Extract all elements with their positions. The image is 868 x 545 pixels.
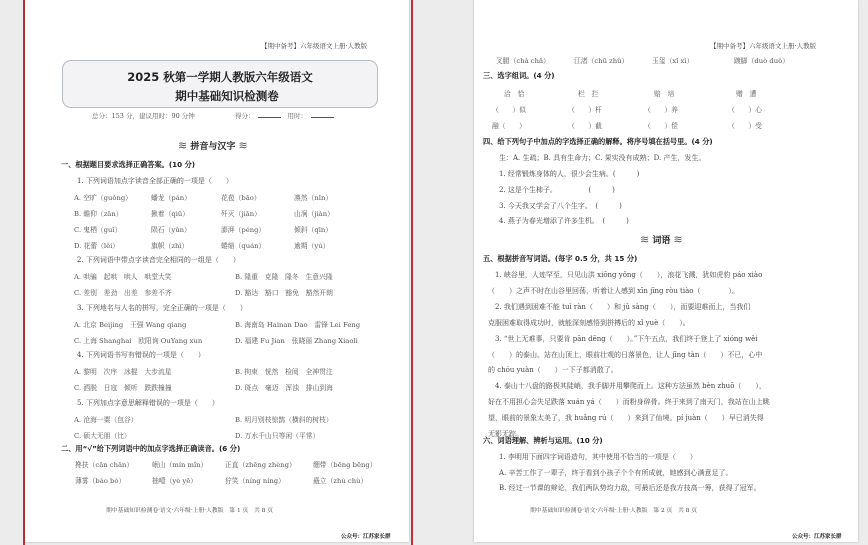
- section-banner-words: [640, 233, 683, 246]
- option-cell: 澎湃（péng）: [221, 226, 266, 234]
- section-3-title: 三、选字组词。(4 分): [483, 71, 555, 80]
- option-cell: D. 福建 Fu Jian 张晓丽 Zhang Xiaoli: [235, 337, 358, 345]
- option-cell: 薄雾（báo bó）: [75, 477, 126, 485]
- section-banner-pinyin: [178, 139, 248, 152]
- fill-blank: （ ）截: [568, 122, 602, 130]
- option-cell: A. 北京 Beijing 王强 Wang qiang: [74, 321, 187, 329]
- option-cell: C. 差别 差劲 出差 参差不齐: [74, 289, 172, 297]
- section-4-intro: 生：A. 生疏；B. 具有生命力；C. 果实没有成熟；D. 产生，发生。: [499, 154, 706, 162]
- option-cell: 歼灭（jiān）: [221, 210, 261, 218]
- option-cell: 正直（zhēng zhèng）: [225, 461, 296, 469]
- option-cell: C. 硕大无朋（比）: [74, 432, 131, 440]
- option-cell: C. 上海 Shanghai 欧阳询 OuYang xun: [74, 337, 203, 345]
- option-cell: B. 瞻仰（zān）: [74, 210, 123, 218]
- option-cell: A. 哄骗 起哄 哄人 哄堂大笑: [74, 273, 172, 281]
- question-1-stem: 1. 下列词语加点字读音全部正确的一项是（ ）: [77, 177, 233, 185]
- score-blank: [258, 117, 281, 118]
- banner-label: 词语: [652, 236, 671, 246]
- page-header: 【期中备考】六年级语文上册·人教版: [261, 42, 368, 50]
- selection-border-right: [411, 0, 413, 545]
- total-score-info: 总分：153 分，建议用时：90 分钟: [92, 112, 195, 120]
- char-pair: 赠 遭: [736, 90, 757, 98]
- list-item: 2. 这是个生柿子。 ( ): [499, 186, 615, 194]
- section-5-title: 五、根据拼音写词语。(每字 0.5 分，共 15 分): [483, 254, 638, 263]
- section-2-title: 二、用“√”给下列词语中的加点字选择正确读音。(6 分): [61, 444, 241, 453]
- option-cell: 花苞（bāo）: [221, 194, 261, 202]
- option-cell: 旗帜（zhì）: [151, 242, 189, 250]
- option-cell: D. 万水千山只等闲（平常）: [235, 432, 320, 440]
- list-item: 1. 经常锻炼身体的人，很少会生病。( ): [499, 170, 640, 178]
- option-line: A. 辛苦工作了一辈子，终于看到小孩子个个有所成就，她感到心满意足了。: [499, 469, 733, 477]
- char-pair: 栏 拦: [578, 90, 599, 98]
- option-cell: 矗立（zhù chù）: [313, 477, 368, 485]
- time-label: 用时：: [287, 112, 308, 120]
- option-cell: 江渚（chū zhǔ）: [574, 57, 629, 65]
- wave-icon: ≋: [178, 139, 188, 152]
- list-item: 4. 燕子为春光增添了许多生机。 ( ): [499, 217, 629, 225]
- paragraph-line: 无影无踪。: [488, 430, 523, 438]
- exam-title-line1: 2025 秋第一学期人教版六年级语文: [127, 70, 313, 84]
- section-6-title: 六、词语理解、辨析与运用。(10 分): [483, 436, 603, 445]
- option-cell: 倾斜（qīn）: [294, 226, 333, 234]
- page-header: 【期中备考】六年级语文上册·人教版: [710, 42, 817, 50]
- char-pair: 洽 恰: [504, 90, 525, 98]
- option-cell: B. 隆重 克隆 隆冬 生意兴隆: [235, 273, 333, 281]
- question-4-stem: 4. 下列词语书写有错误的一项是（ ）: [77, 351, 205, 359]
- fill-blank: （ ）养: [644, 106, 678, 114]
- paragraph-line: 1. 峡谷里，人迹罕至，只见山洪 xiōng yǒng（ ），浪花飞溅，犹如虎豹 páo xiào: [488, 271, 763, 279]
- paragraph-line: 克服困难取得成功时，就能深刻感悟到拼搏后的 xǐ yuè（ ）。: [488, 319, 690, 327]
- paragraph-line: 的 chóu yuàn（ ）一下子都消散了。: [488, 366, 618, 374]
- option-cell: 狞笑（níng níng）: [225, 477, 285, 485]
- option-cell: 逾期（yú）: [294, 242, 330, 250]
- option-cell: A. 黎明 次序 冰棍 大步流星: [74, 368, 172, 376]
- option-cell: 陨石（yǔn）: [151, 226, 191, 234]
- fill-blank: （ ）似: [492, 106, 526, 114]
- paragraph-line: 4. 泰山十八盘的路极其陡峭，我手脚并用攀爬而上。这种方法虽然 bèn zhuō（ ），: [488, 382, 766, 390]
- document-page-2: [474, 0, 858, 542]
- document-page-1: [25, 0, 409, 542]
- list-item: 3. 今天我又学会了八个生字。 ( ): [499, 202, 622, 210]
- option-cell: 蟠龙（pán）: [151, 194, 191, 202]
- paragraph-line: 好在不用担心会失足跌落 xuán yá（ ）而粉身碎骨。终于来到了南天门，我站在山上眺: [488, 398, 770, 406]
- fill-blank: （ ）偿: [644, 122, 678, 130]
- option-cell: 山涧（jiàn）: [294, 210, 334, 218]
- fill-blank: （ ）受: [728, 122, 762, 130]
- section-4-title: 四、给下列句子中加点的字选择正确的解释。将序号填在括号里。(4 分): [483, 137, 713, 146]
- option-cell: 抽噎（yè yē）: [152, 477, 198, 485]
- question-stem: 1. 李明用下面四字词语造句，其中使用不恰当的一项是（ ）: [499, 453, 697, 461]
- option-cell: 蜷缩（quán）: [221, 242, 266, 250]
- question-5-stem: 5. 下列加点字意思解释错误的一项是（ ）: [77, 399, 219, 407]
- option-cell: B. 海南岛 Hainan Dao 雷锋 Lei Feng: [235, 321, 361, 329]
- paragraph-line: 2. 我们遇到困难不能 tuì ràn（ ）和 jǔ sàng（ ），而要迎难而上，当我们: [488, 303, 751, 311]
- option-cell: 绷带（bēng bēng）: [313, 461, 377, 469]
- option-cell: B. 拘束 恍然 检阅 全神贯注: [235, 368, 333, 376]
- option-cell: 踱脚（duò duǒ）: [734, 57, 789, 65]
- fill-blank: 融（ ）: [492, 122, 526, 130]
- fill-blank: （ ）心: [728, 106, 762, 114]
- paragraph-line: 3. “世上无难事，只要肯 pān dēng（ ）。”下午五点，我们终于登上了 xióng wěi: [488, 335, 758, 343]
- page-footer: 期中基础知识检测卷·语文·六年级·上册·人教版 第 2 页 共 8 页: [530, 508, 698, 514]
- time-blank: [311, 117, 334, 118]
- title-box: [62, 60, 378, 108]
- option-cell: 玉玺（xǐ xì）: [652, 57, 694, 65]
- banner-label: 拼音与汉字: [190, 142, 236, 152]
- option-cell: D. 豁达 豁口 豁免 豁然开朗: [235, 289, 333, 297]
- wave-icon: ≋: [238, 139, 248, 152]
- paragraph-line: （ ）的泰山。站在山顶上，眼前壮观的日落景色，让人 jīng tàn（ ）不已，心中: [488, 351, 763, 359]
- option-cell: A. 沧海一粟（包谷）: [74, 416, 138, 424]
- score-label: 得分：: [234, 112, 255, 120]
- option-cell: C. 洒脱 日寇 倾听 跌跌撞撞: [74, 384, 172, 392]
- option-cell: A. 空旷（guǒng）: [74, 194, 132, 202]
- option-cell: D. 斑点 毫迈 浑浊 排山到海: [235, 384, 333, 392]
- wave-icon: ≋: [673, 233, 683, 246]
- section-1-title: 一、根据题目要求选择正确答案。(10 分): [61, 160, 196, 169]
- paragraph-line: 望，眼前的景象太美了，我 huǎng rú（ ）来到了仙境。pí juàn（ ）早已消失得: [488, 414, 764, 422]
- option-cell: 搀扶（cān chān）: [75, 461, 134, 469]
- wave-icon: ≋: [640, 233, 650, 246]
- option-cell: 岷山（mín mǐn）: [152, 461, 208, 469]
- question-3-stem: 3. 下列地名与人名的拼写，完全正确的一项是（ ）: [77, 304, 247, 312]
- paragraph-line: （ ）之声不时在山谷里回荡，听着让人感到 xīn jīng ròu tiào（ ）。: [488, 287, 740, 295]
- fill-blank: （ ）杆: [568, 106, 602, 114]
- publisher-tag: 公众号：江苏家长群: [341, 534, 391, 540]
- page-footer: 期中基础知识检测卷·语文·六年级·上册·人教版 第 1 页 共 8 页: [106, 508, 274, 514]
- exam-title-line2: 期中基础知识检测卷: [175, 89, 279, 103]
- publisher-tag: 公众号：江苏家长群: [792, 534, 842, 540]
- question-2-stem: 2. 下列词语中带点字读音完全相同的一组是（ ）: [77, 256, 240, 264]
- option-cell: 揪着（qiū）: [151, 210, 190, 218]
- option-cell: B. 明月别枝惊鹊（横斜的树枝）: [235, 416, 333, 424]
- option-cell: C. 鬼栖（guǐ）: [74, 226, 122, 234]
- option-cell: D. 花蕾（lěi）: [74, 242, 120, 250]
- char-pair: 赔 培: [654, 90, 675, 98]
- option-line: B. 经过一节课的辩论，我们两队势均力敌，可最后还是我方技高一筹，获得了冠军。: [499, 484, 761, 492]
- exam-meta: [92, 111, 338, 120]
- option-cell: 凛然（nǐn）: [294, 194, 333, 202]
- option-cell: 叉腿（chà chǎ）: [496, 57, 550, 65]
